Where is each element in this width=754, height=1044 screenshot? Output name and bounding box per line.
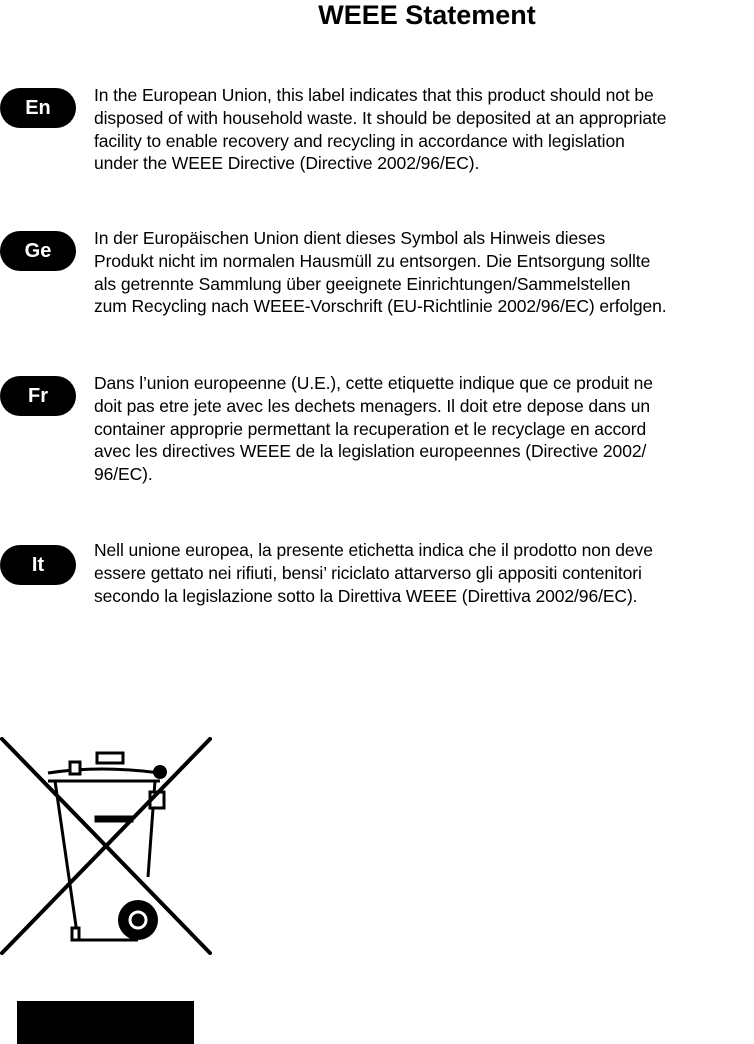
language-badge-it: It [0,545,76,585]
statement-text-ge: In der Europäischen Union dient dieses Symbol als Hinweis dieses Produkt nicht im normalen Hausmüll zu entsorgen. Die Entsorgung sollte als getrennte Sammlung über geeignete Einrichtungen/Sammelstellen zum Recycling nach WEEE-Vorschrift (EU-Richtlinie 2002/96/EC) erfolgen. [94,228,667,317]
statement-text-en: In the European Union, this label indicates that this product should not be disposed of with household waste. It should be deposited at an appropriate facility to enable recovery and recycling in accordance with legislation under the WEEE Directive (Directive 2002/96/EC). [94,85,667,174]
statement-text-fr: Dans l’union europeenne (U.E.), cette etiquette indique que ce produit ne doit pas etre jete avec les dechets menagers. Il doit etre depose dans un container approprie permettant la recuperation et le recyclage en accord avec les directives WEEE de la legislation europeennes (Directive 2002/ 96/EC). [94,373,653,485]
statement-text-it: Nell unione europea, la presente etichetta indica che il prodotto non deve essere gettato nei rifiuti, bensi’ riciclato attarverso gli appositi contenitori secondo la legislazione sotto la Direttiva WEEE (Direttiva 2002/96/EC). [94,540,653,606]
page-title: WEEE Statement [318,0,536,30]
language-badge-en: En [0,88,76,128]
crossed-out-wheelie-bin-icon [0,737,212,955]
solid-black-bar [17,1001,194,1044]
language-badge-ge: Ge [0,231,76,271]
language-badge-fr: Fr [0,376,76,416]
